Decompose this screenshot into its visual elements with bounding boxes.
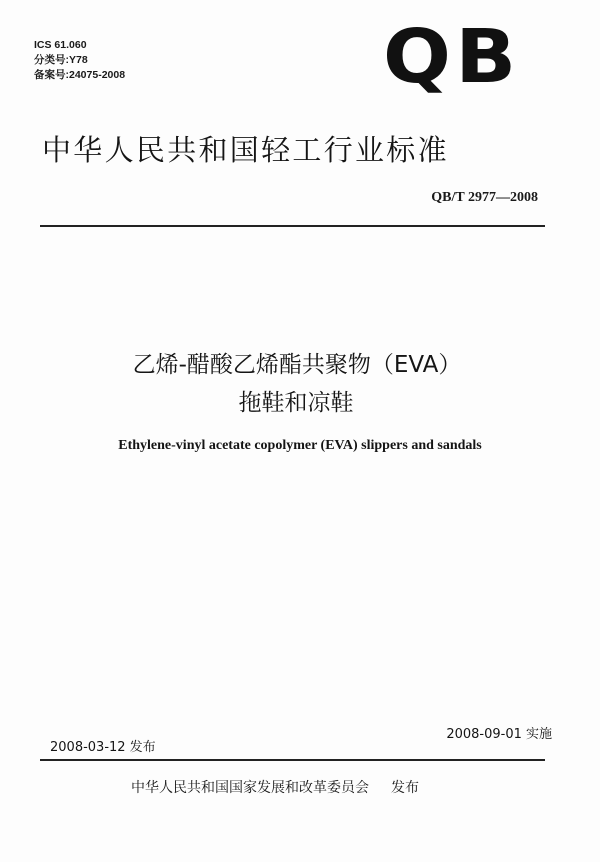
issue-date: 2008-03-12 发布 xyxy=(50,740,156,755)
classification-code: 分类号:Y78 xyxy=(34,54,88,66)
record-number: 备案号:24075-2008 xyxy=(34,69,126,81)
issuing-authority xyxy=(131,777,419,797)
qb-logo: QB xyxy=(383,14,521,100)
issue-word: 发布 xyxy=(391,780,419,796)
ics-code: ICS 61.060 xyxy=(34,39,87,51)
standard-title: 中华人民共和国轻工行业标准 xyxy=(42,133,449,167)
document-title-cn-line1: 乙烯-醋酸乙烯酯共聚物（EVA） xyxy=(132,352,462,378)
implementation-date: 2008-09-01 实施 xyxy=(446,727,552,742)
document-title-en: Ethylene-vinyl acetate copolymer (EVA) slippers and sandals xyxy=(118,438,482,453)
top-divider xyxy=(40,225,545,227)
issuer-name: 中华人民共和国国家发展和改革委员会 xyxy=(131,780,369,796)
standard-number: QB/T 2977—2008 xyxy=(431,190,538,205)
document-title-cn-line2: 拖鞋和凉鞋 xyxy=(238,390,354,416)
bottom-divider xyxy=(40,759,545,761)
classification-block xyxy=(34,38,125,83)
